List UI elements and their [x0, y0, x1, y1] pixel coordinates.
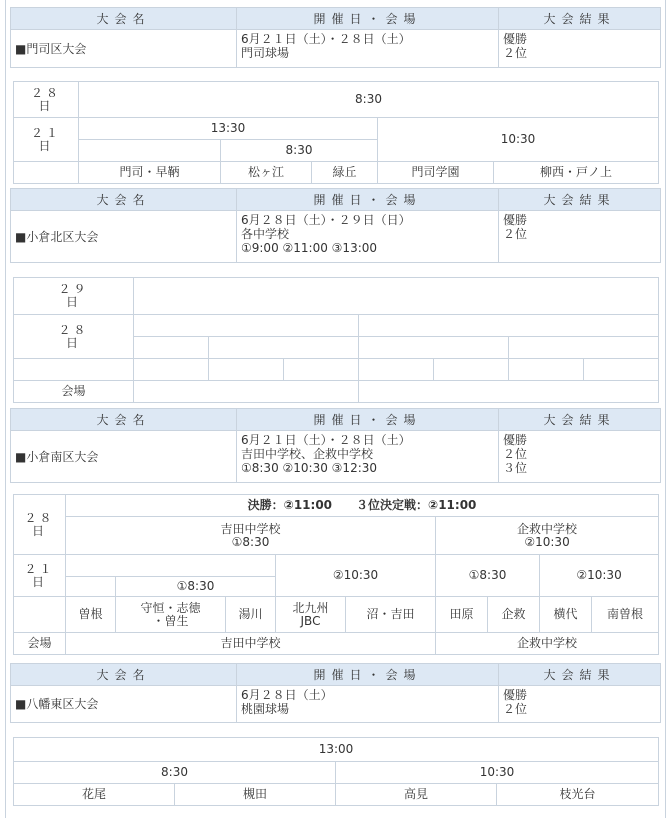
result-1: 優勝 — [503, 213, 528, 227]
moji-info-table — [10, 7, 661, 68]
venue: 門司球場 — [241, 46, 290, 60]
header-tournament: 大会名 — [11, 664, 237, 686]
date: 6月２８日（土） — [241, 688, 333, 702]
day-label: ２８ 日 — [14, 315, 134, 359]
result-1: 優勝 — [503, 688, 528, 702]
tournament-name: ■小倉南区大会 — [11, 431, 237, 483]
team-cell: 門司・早鞆 — [79, 162, 221, 184]
team-cell: 緑丘 — [312, 162, 378, 184]
header-tournament: 大会名 — [11, 8, 237, 30]
result-cell — [499, 30, 661, 68]
kokurakita-schedule — [13, 277, 659, 403]
empty-slot — [359, 337, 509, 359]
team-cell: 沼・吉田 — [346, 597, 436, 633]
empty-slot — [134, 315, 359, 337]
team-cell: 南曽根 — [592, 597, 659, 633]
header-date-venue: 開催日・会場 — [237, 189, 499, 211]
empty-slot — [134, 337, 209, 359]
venue: 桃園球場 — [241, 702, 290, 716]
time-slot: 8:30 — [79, 82, 659, 118]
time-slot: 8:30 — [221, 140, 378, 162]
team-cell — [509, 359, 584, 381]
time-slot: 10:30 — [336, 762, 659, 784]
day-label: ２９ 日 — [14, 278, 134, 315]
result-2: ２位 — [503, 227, 528, 241]
team-cell: 田原 — [436, 597, 488, 633]
day-label: ２１ 日 — [14, 118, 79, 162]
team-cell — [209, 359, 284, 381]
time-slot: ①8:30 — [436, 555, 540, 597]
date-venue-cell — [237, 30, 499, 68]
result-1: 優勝 — [503, 433, 528, 447]
team-cell: 守恒・志徳 ・曽生 — [116, 597, 226, 633]
venue-cell: 企救中学校 — [436, 633, 659, 655]
result-1: 優勝 — [503, 32, 528, 46]
yahatahigashi-info-table — [10, 663, 661, 723]
result-2: ２位 — [503, 46, 528, 60]
empty-slot — [66, 555, 276, 577]
time-slot: 13:30 — [79, 118, 378, 140]
time-slot: ②10:30 — [276, 555, 436, 597]
team-cell: 曽根 — [66, 597, 116, 633]
team-cell: 横代 — [540, 597, 592, 633]
tournament-name: ■門司区大会 — [11, 30, 237, 68]
team-cell — [284, 359, 359, 381]
result-2: ２位 — [503, 702, 528, 716]
game-times: ①9:00 ②11:00 ③13:00 — [241, 241, 378, 255]
game-times: ①8:30 ②10:30 ③12:30 — [241, 461, 378, 475]
kokurakita-info-table — [10, 188, 661, 263]
date-venue-cell — [237, 211, 499, 263]
header-tournament: 大会名 — [11, 409, 237, 431]
venue: 各中学校 — [241, 227, 290, 241]
header-result: 大会結果 — [499, 409, 661, 431]
time-slot: ②10:30 — [540, 555, 659, 597]
time-slot: 13:00 — [14, 738, 659, 762]
team-cell — [359, 359, 434, 381]
empty-slot — [359, 315, 659, 337]
venue-label: 会場 — [14, 633, 66, 655]
team-cell: 槻田 — [175, 784, 336, 806]
kokuraminami-info-table — [10, 408, 661, 483]
header-tournament: 大会名 — [11, 189, 237, 211]
yahatahigashi-schedule — [13, 737, 659, 806]
empty-cell — [14, 597, 66, 633]
header-date-venue: 開催日・会場 — [237, 409, 499, 431]
venue-cell — [134, 381, 359, 403]
team-cell — [134, 359, 209, 381]
venue: 吉田中学校、企救中学校 — [241, 447, 374, 461]
team-cell: 枝光台 — [497, 784, 659, 806]
final-schedule: 決勝：②11:00 ３位決定戦：②11:00 — [66, 495, 659, 517]
result-cell — [499, 431, 661, 483]
tournament-name: ■八幡東区大会 — [11, 686, 237, 723]
empty-cell — [14, 359, 134, 381]
kokuraminami-schedule — [13, 494, 659, 655]
header-result: 大会結果 — [499, 8, 661, 30]
moji-schedule — [13, 81, 659, 184]
team-cell: 高見 — [336, 784, 497, 806]
header-result: 大会結果 — [499, 189, 661, 211]
empty-slot — [66, 577, 116, 597]
header-result: 大会結果 — [499, 664, 661, 686]
team-cell: 松ヶ江 — [221, 162, 312, 184]
empty-slot — [134, 278, 659, 315]
team-cell — [584, 359, 659, 381]
date: 6月２８日（土）・２９日（日） — [241, 213, 411, 227]
day-label: ２８ 日 — [14, 82, 79, 118]
team-cell: 花尾 — [14, 784, 175, 806]
team-cell: 企救 — [488, 597, 540, 633]
result-2: ２位 — [503, 447, 528, 461]
venue-cell: 吉田中学校 — [66, 633, 436, 655]
team-cell: 柳西・戸ノ上 — [494, 162, 659, 184]
empty-cell — [14, 162, 79, 184]
empty-cell — [79, 140, 221, 162]
header-date-venue: 開催日・会場 — [237, 8, 499, 30]
venue-cell — [359, 381, 659, 403]
result-cell — [499, 686, 661, 723]
result-3: ３位 — [503, 461, 528, 475]
date: 6月２１日（土）・２８日（土） — [241, 32, 411, 46]
team-cell — [434, 359, 509, 381]
time-slot: ①8:30 — [116, 577, 276, 597]
time-slot: 8:30 — [14, 762, 336, 784]
day-label: ２１ 日 — [14, 555, 66, 597]
day-label: ２８ 日 — [14, 495, 66, 555]
date-venue-cell — [237, 431, 499, 483]
team-cell: 北九州 JBC — [276, 597, 346, 633]
empty-slot — [209, 337, 359, 359]
venue-time: 吉田中学校 ①8:30 — [66, 517, 436, 555]
empty-slot — [509, 337, 659, 359]
team-cell: 湯川 — [226, 597, 276, 633]
date: 6月２１日（土）・２８日（土） — [241, 433, 411, 447]
team-cell: 門司学園 — [378, 162, 494, 184]
venue-time: 企救中学校 ②10:30 — [436, 517, 659, 555]
venue-label: 会場 — [14, 381, 134, 403]
result-cell — [499, 211, 661, 263]
time-slot: 10:30 — [378, 118, 659, 162]
header-date-venue: 開催日・会場 — [237, 664, 499, 686]
date-venue-cell — [237, 686, 499, 723]
tournament-name: ■小倉北区大会 — [11, 211, 237, 263]
